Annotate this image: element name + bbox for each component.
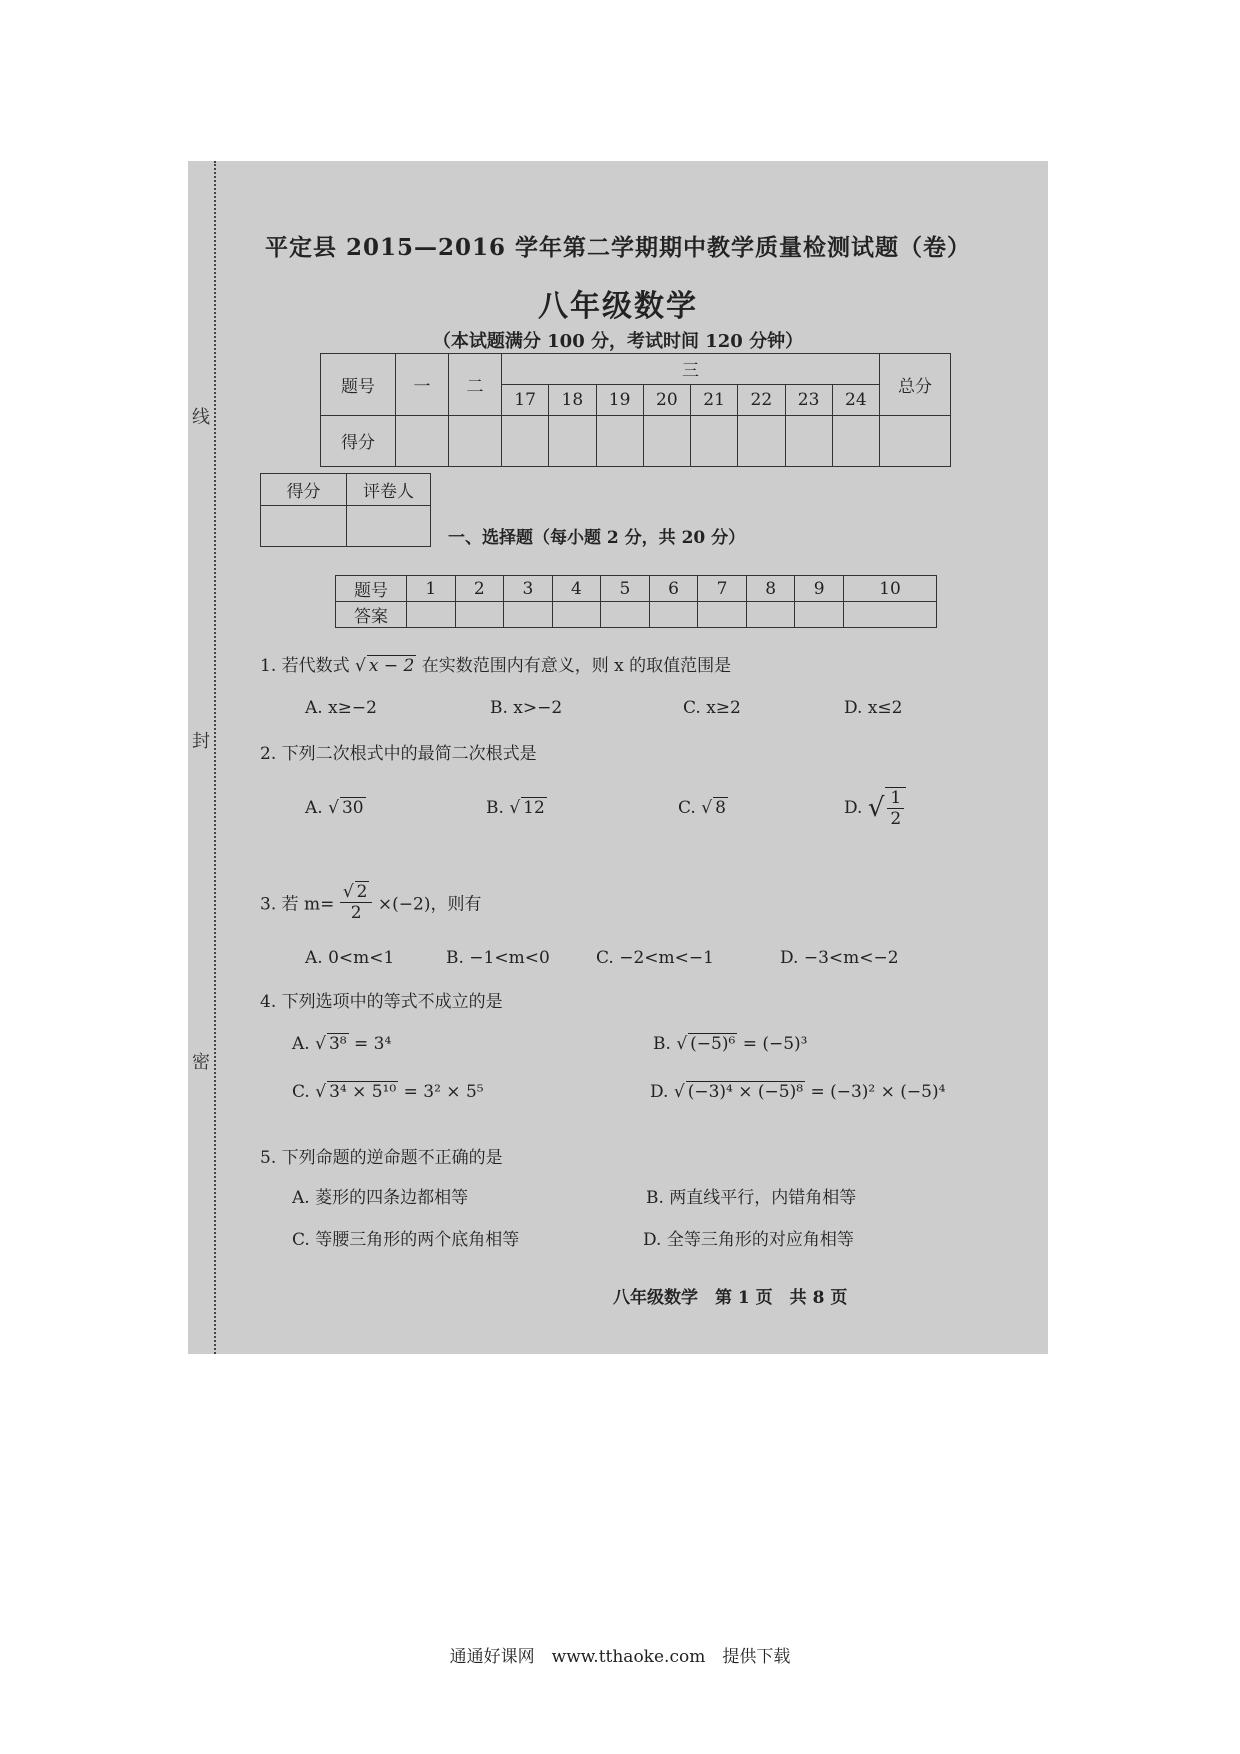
question-3-option-b: B. −1<m<0: [446, 948, 550, 968]
exam-title: 平定县 2015—2016 学年第二学期期中教学质量检测试题（卷）: [264, 234, 972, 261]
binding-label-line: 线: [192, 399, 210, 433]
grader-cell: [347, 506, 431, 547]
answer-cell: [407, 602, 456, 628]
q3-fraction: $\frac{√ 2}{2}$: [340, 881, 373, 923]
answer-table-number: 4: [552, 576, 601, 602]
page-footer: 八年级数学 第 1 页 共 8 页: [613, 1288, 848, 1308]
question-3-option-c: C. −2<m<−1: [596, 948, 714, 968]
exam-subject: 八年级数学: [538, 289, 698, 324]
answer-cell: [795, 602, 844, 628]
score-table-item: 24: [832, 384, 879, 415]
answer-cell: [455, 602, 504, 628]
score-table-part2: 二: [449, 354, 502, 416]
binding-label-secret: 密: [192, 1044, 210, 1078]
question-1-option-d: D. x≤2: [844, 698, 903, 718]
score-table-item: 23: [785, 384, 832, 415]
answer-cell: [504, 602, 553, 628]
question-5-stem: 5. 下列命题的逆命题不正确的是: [260, 1148, 503, 1168]
score-table-part3: 三: [502, 354, 880, 385]
score-cell: [449, 415, 502, 466]
question-5-option-d: D. 全等三角形的对应角相等: [643, 1230, 854, 1250]
q1-radicand: x − 2: [368, 656, 415, 676]
answer-table-number: 2: [455, 576, 504, 602]
score-cell: [832, 415, 879, 466]
score-cell: [643, 415, 690, 466]
question-1-option-b: B. x>−2: [490, 698, 563, 718]
answer-table-number: 8: [746, 576, 795, 602]
site-footer: 通通好课网 www.tthaoke.com 提供下载: [449, 1647, 791, 1667]
grader-table-grader: 评卷人: [347, 474, 431, 506]
score-table-item: 20: [643, 384, 690, 415]
question-3-stem: 3. 若 m= $\frac{√ 2}{2}$ ×(−2)，则有: [260, 882, 482, 923]
answer-cell: [698, 602, 747, 628]
score-table-item: 21: [691, 384, 738, 415]
score-cell: [880, 415, 951, 466]
score-table-item: 22: [738, 384, 785, 415]
question-2-option-a: A. √ 30: [305, 798, 364, 818]
answer-table-number: 7: [698, 576, 747, 602]
section1-heading: 一、选择题（每小题 2 分，共 20 分）: [448, 528, 746, 548]
question-2-option-b: B. √ 12: [486, 798, 545, 818]
question-1-option-a: A. x≥−2: [305, 698, 377, 718]
question-1-option-c: C. x≥2: [683, 698, 741, 718]
question-4-option-c: C. √ 3⁴ × 5¹⁰ = 3² × 5⁵: [292, 1082, 484, 1102]
question-4-option-b: B. √ (−5)⁶ = (−5)³: [653, 1034, 808, 1054]
answer-table-number: 1: [407, 576, 456, 602]
answer-table-number: 5: [601, 576, 650, 602]
answer-cell: [552, 602, 601, 628]
score-cell: [691, 415, 738, 466]
grader-table: [260, 473, 431, 547]
question-4-option-a: A. √ 3⁸ = 3⁴: [292, 1034, 392, 1054]
question-5-option-c: C. 等腰三角形的两个底角相等: [292, 1230, 520, 1250]
score-cell: [738, 415, 785, 466]
exam-photo: [188, 161, 1048, 1354]
exam-note: （本试题满分 100 分，考试时间 120 分钟）: [432, 331, 804, 352]
question-2-option-c: C. √ 8: [678, 798, 726, 818]
question-1-stem: [260, 651, 731, 676]
score-cell: [785, 415, 832, 466]
score-table-header-score: 得分: [321, 415, 396, 466]
answer-cell: [843, 602, 936, 628]
score-table-part1: 一: [396, 354, 449, 416]
score-cell: [502, 415, 549, 466]
question-2-stem: 2. 下列二次根式中的最简二次根式是: [260, 744, 537, 764]
answer-table-number: 10: [843, 576, 936, 602]
grader-cell: [261, 506, 347, 547]
answer-table-header-number: 题号: [336, 576, 407, 602]
q1-suffix: 在实数范围内有意义，则 x 的取值范围是: [421, 656, 732, 676]
answer-table-header-answer: 答案: [336, 602, 407, 628]
score-table-total: 总分: [880, 354, 951, 416]
score-table: [320, 353, 951, 467]
question-3-option-d: D. −3<m<−2: [780, 948, 899, 968]
question-4-option-d: D. √ (−3)⁴ × (−5)⁸ = (−3)² × (−5)⁴: [650, 1082, 946, 1102]
score-table-header-number: 题号: [321, 354, 396, 416]
answer-cell: [746, 602, 795, 628]
sqrt-symbol: √: [355, 656, 366, 676]
answer-table: [335, 575, 937, 628]
score-table-item: 19: [596, 384, 643, 415]
answer-table-number: 9: [795, 576, 844, 602]
score-cell: [396, 415, 449, 466]
question-5-option-a: A. 菱形的四条边都相等: [292, 1188, 469, 1208]
question-3-option-a: A. 0<m<1: [305, 948, 395, 968]
grader-table-score: 得分: [261, 474, 347, 506]
score-table-item: 17: [502, 384, 549, 415]
question-2-option-d: D. √ $\frac{1}{2}$: [844, 787, 906, 829]
question-4-stem: 4. 下列选项中的等式不成立的是: [260, 992, 503, 1012]
answer-table-number: 6: [649, 576, 698, 602]
question-5-option-b: B. 两直线平行，内错角相等: [646, 1188, 857, 1208]
answer-cell: [649, 602, 698, 628]
score-table-item: 18: [549, 384, 596, 415]
score-cell: [596, 415, 643, 466]
q1-prefix: 1. 若代数式: [260, 656, 350, 676]
answer-table-number: 3: [504, 576, 553, 602]
answer-cell: [601, 602, 650, 628]
binding-label-seal: 封: [192, 723, 210, 757]
score-cell: [549, 415, 596, 466]
